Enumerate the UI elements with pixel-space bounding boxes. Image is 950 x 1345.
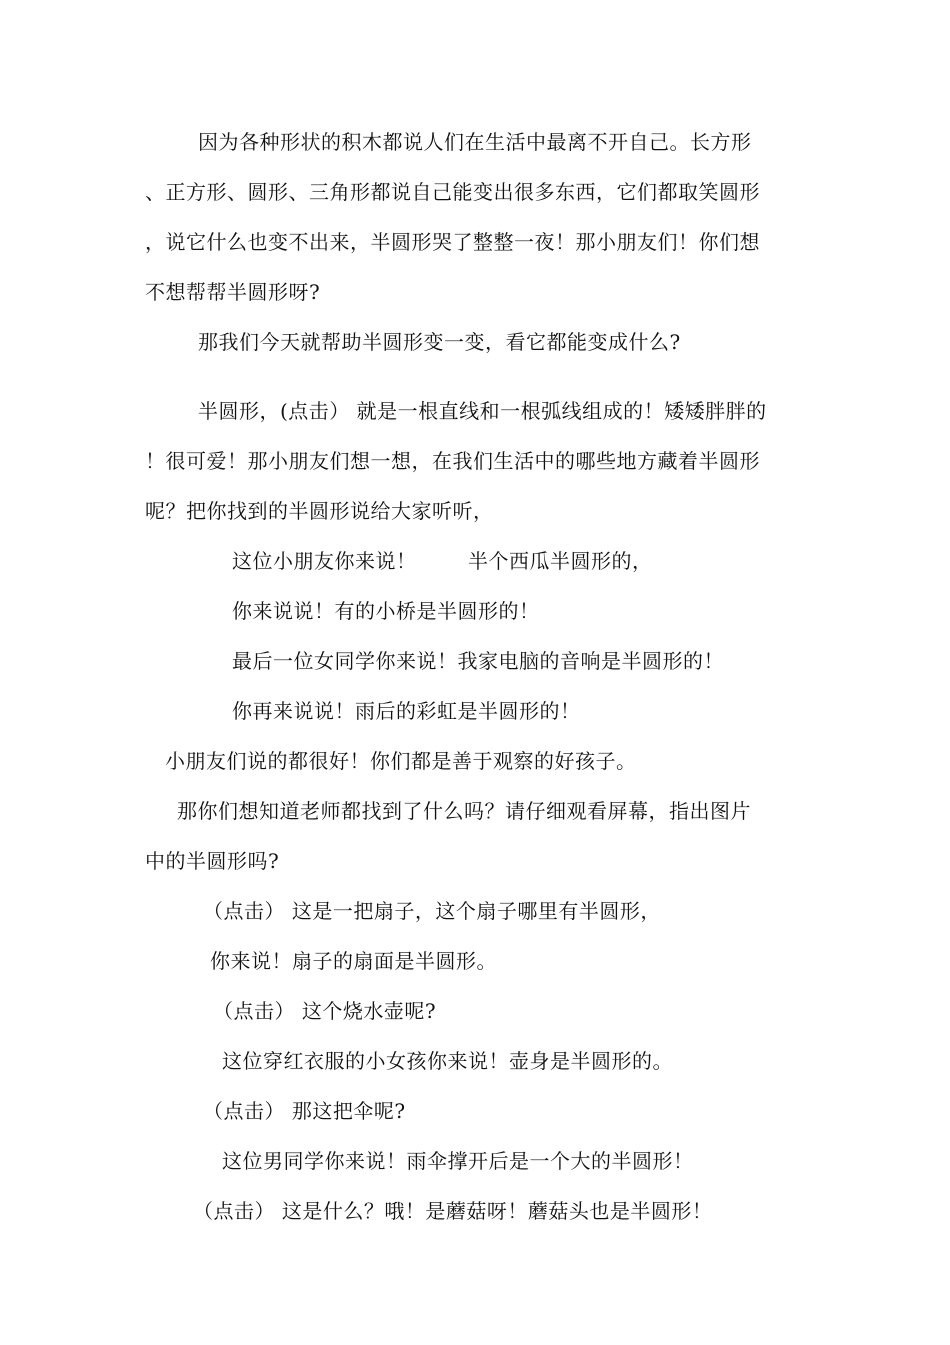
text-line: 你再来说说！雨后的彩虹是半圆形的！ <box>232 699 581 723</box>
text-line: （点击） 这是一把扇子，这个扇子哪里有半圆形， <box>203 899 661 923</box>
text-line: 最后一位女同学你来说！我家电脑的音响是半圆形的！ <box>232 649 724 673</box>
text-line: （点击） 这个烧水壶呢? <box>213 999 437 1023</box>
text-line: 这位穿红衣服的小女孩你来说！壶身是半圆形的。 <box>222 1049 673 1073</box>
text-line: 那你们想知道老师都找到了什么吗？请仔细观看屏幕，指出图片 <box>177 799 751 823</box>
text-line: 因为各种形状的积木都说人们在生活中最离不开自己。长方形 <box>198 130 752 154</box>
text-line: 那我们今天就帮助半圆形变一变，看它都能变成什么? <box>198 330 681 354</box>
text-line: 、正方形、圆形、三角形都说自己能变出很多东西，它们都取笑圆形 <box>145 180 760 204</box>
text-line: 你来说！扇子的扇面是半圆形。 <box>210 949 497 973</box>
text-line: 这位男同学你来说！雨伞撑开后是一个大的半圆形！ <box>222 1149 694 1173</box>
text-line: 呢？把你找到的半圆形说给大家听听， <box>145 499 494 523</box>
text-line: 你来说说！有的小桥是半圆形的！ <box>232 599 540 623</box>
text-line: （点击） 这是什么？哦！是蘑菇呀！蘑菇头也是半圆形！ <box>193 1199 713 1223</box>
text-line: 小朋友们说的都很好！你们都是善于观察的好孩子。 <box>165 749 637 773</box>
text-line: 这位小朋友你来说！ <box>232 549 417 573</box>
text-line: 半圆形，(点击） 就是一根直线和一根弧线组成的！矮矮胖胖的 <box>198 399 767 423</box>
text-line: ！很可爱！那小朋友们想一想，在我们生活中的哪些地方藏着半圆形 <box>145 449 760 473</box>
text-line: （点击） 那这把伞呢? <box>203 1099 406 1123</box>
text-line: 不想帮帮半圆形呀? <box>145 280 321 304</box>
text-line: 中的半圆形吗? <box>145 849 280 873</box>
text-line: 半个西瓜半圆形的， <box>468 549 653 573</box>
text-line: ，说它什么也变不出来，半圆形哭了整整一夜！那小朋友们！你们想 <box>145 230 760 254</box>
